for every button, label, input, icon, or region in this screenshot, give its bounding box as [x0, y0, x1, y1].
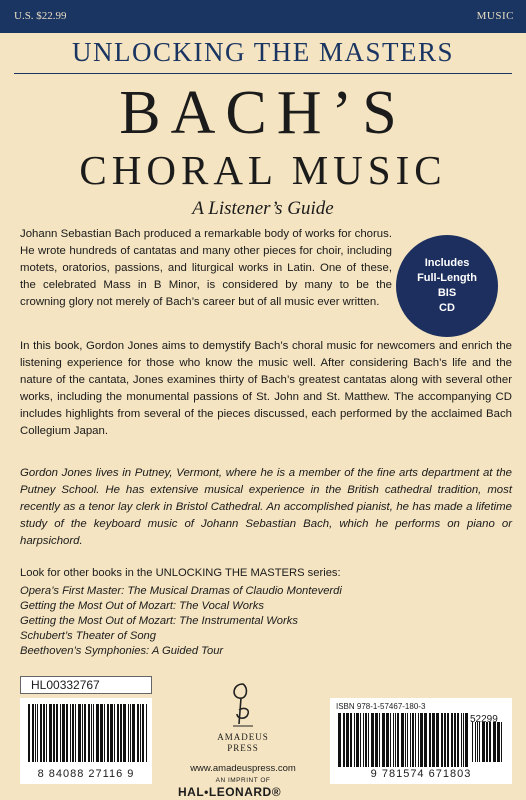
- barcode-bar: [441, 713, 443, 767]
- publisher-block: [168, 680, 318, 799]
- barcode-bar: [463, 713, 464, 767]
- barcode-bar: [375, 713, 378, 767]
- barcode-bar: [117, 704, 119, 762]
- publisher-name-line1: AMADEUS: [217, 732, 269, 742]
- barcode-bar: [475, 722, 476, 762]
- list-item: Opera’s First Master: The Musical Dramas of Claudio Monteverdi: [20, 585, 342, 597]
- barcode-bars: [28, 704, 148, 762]
- barcode-bar: [457, 713, 459, 767]
- price-label: U.S. $22.99: [14, 10, 67, 22]
- author-bio: Gordon Jones lives in Putney, Vermont, where he is a member of the fine arts department at the Putney School. He has extensive musical experience in the British cathedral tradition, most recently as a tenor lay clerk in Bristol Cathedral. An accomplished pianist, he has made a lifetime study of the keyboard music of Johann Sebastian Bach, which he performs on piano or harpsichord.: [20, 467, 512, 547]
- badge-line: CD: [439, 301, 455, 314]
- barcode-bar: [96, 704, 99, 762]
- barcode-bar: [390, 713, 391, 767]
- barcode-bar: [350, 713, 352, 767]
- barcode-bar: [451, 713, 453, 767]
- barcode-bar: [142, 704, 144, 762]
- barcode-bar: [393, 713, 394, 767]
- list-item: Beethoven’s Symphonies: A Guided Tour: [20, 645, 224, 657]
- series-list-intro: Look for other books in the UNLOCKING THE MASTERS series:: [20, 567, 341, 579]
- barcode-bar: [114, 704, 115, 762]
- barcode-bar: [410, 713, 411, 767]
- barcode-bar: [489, 722, 491, 762]
- barcode-bar: [110, 704, 113, 762]
- barcode-bar: [486, 722, 488, 762]
- barcode-bar: [132, 704, 135, 762]
- barcode-bar: [104, 704, 105, 762]
- barcode-bar: [343, 713, 345, 767]
- barcode-bar: [465, 713, 468, 767]
- barcode-bar: [53, 704, 55, 762]
- barcode-bar: [493, 722, 496, 762]
- barcode-bar: [479, 722, 480, 762]
- series-book-list: [20, 584, 342, 659]
- list-item: Getting the Most Out of Mozart: The Instrumental Works: [20, 615, 298, 627]
- barcode-bar: [356, 713, 359, 767]
- barcode-bar: [405, 713, 406, 767]
- book-title-line1: BACH’S: [119, 79, 407, 147]
- barcode-bar: [454, 713, 456, 767]
- barcode-bar: [35, 704, 36, 762]
- divider: [14, 73, 512, 74]
- barcode-bar: [88, 704, 90, 762]
- barcode-bar: [82, 704, 83, 762]
- barcode-bar: [397, 713, 399, 767]
- barcode-bar: [43, 704, 45, 762]
- barcode-bar: [432, 713, 435, 767]
- barcode-bar: [472, 722, 473, 762]
- barcode-bar: [360, 713, 361, 767]
- barcode-bar: [91, 704, 92, 762]
- barcode-bar: [130, 704, 131, 762]
- barcode-bar: [407, 713, 408, 767]
- publisher-name-line2: PRESS: [227, 743, 259, 753]
- barcode-bar: [436, 713, 439, 767]
- barcode-bar: [56, 704, 58, 762]
- barcode-bar: [379, 713, 380, 767]
- barcode-bar: [93, 704, 94, 762]
- barcode-bar: [346, 713, 349, 767]
- barcode-bar: [107, 704, 109, 762]
- description-paragraph: Johann Sebastian Bach produced a remarkable body of works for chorus. He wrote hundreds of cantatas and many other pieces for choir, including motets, oratorios, passions, and liturgical works in Latin. One of these, the celebrated Mass in B Minor, is considered by many to be the crowning glory not merely of Bach’s career but of all music ever written.: [20, 228, 392, 308]
- barcode-bar: [368, 713, 369, 767]
- barcode-bar: [120, 704, 122, 762]
- barcode-bar: [32, 704, 34, 762]
- list-item: Schubert’s Theater of Song: [20, 630, 156, 642]
- barcode-bar: [482, 722, 485, 762]
- barcode-bar: [363, 713, 364, 767]
- barcode-bar: [415, 713, 416, 767]
- barcode-bar: [137, 704, 139, 762]
- list-item: Getting the Most Out of Mozart: The Vocal Works: [20, 600, 264, 612]
- barcode-bar: [401, 713, 404, 767]
- imprint-label: AN IMPRINT OF: [215, 777, 271, 784]
- barcode-bar: [66, 704, 68, 762]
- barcode-bar: [365, 713, 367, 767]
- book-subtitle: A Listener’s Guide: [192, 198, 334, 219]
- barcode-bar: [461, 713, 462, 767]
- barcode-bar: [412, 713, 414, 767]
- cd-badge: [396, 235, 498, 337]
- hal-leonard-logo: HAL•LEONARD®: [178, 785, 282, 799]
- barcode-bar: [146, 704, 147, 762]
- barcode-bar: [60, 704, 61, 762]
- barcode-bar: [371, 713, 374, 767]
- barcode-bar: [84, 704, 86, 762]
- barcode-bar: [424, 713, 427, 767]
- badge-line: Includes: [424, 257, 470, 270]
- upc-digits: 8 84088 27116 9: [37, 768, 135, 780]
- badge-line: BIS: [437, 287, 457, 299]
- barcode-bar: [429, 713, 431, 767]
- barcode-bar: [338, 713, 341, 767]
- barcode-bar: [382, 713, 385, 767]
- category-label: MUSIC: [476, 10, 514, 22]
- barcode-bar: [100, 704, 103, 762]
- isbn-digits: 9 781574 671803: [370, 768, 472, 780]
- barcode-bar: [78, 704, 81, 762]
- amadeus-logo-icon: [223, 680, 263, 730]
- barcode-bar: [444, 713, 446, 767]
- description-paragraph: In this book, Gordon Jones aims to demystify Bach’s choral music for newcomers and enrich the listening experience for those who know the music well. After considering Bach’s life and the nature of the cantata, Jones examines thirty of Bach’s greatest cantatas along with several other works, including the monumental passions of St. John and St. Matthew. The accompanying CD includes highlights from several of the pieces discussed, each performed by the acclaimed Bach Collegium Japan.: [20, 340, 512, 437]
- publisher-website: www.amadeuspress.com: [190, 763, 296, 774]
- barcode-bar: [497, 722, 500, 762]
- barcode-bar: [28, 704, 30, 762]
- barcode-bar: [70, 704, 71, 762]
- barcode-bar: [395, 713, 396, 767]
- price-code: 52299: [470, 714, 498, 725]
- barcode-bar: [123, 704, 126, 762]
- barcode-bar: [72, 704, 74, 762]
- badge-line: Full-Length: [417, 272, 477, 285]
- upc-barcode: [20, 698, 152, 784]
- barcode-bar: [477, 722, 478, 762]
- series-title: UNLOCKING THE MASTERS: [71, 37, 454, 67]
- barcode-bar: [46, 704, 47, 762]
- isbn-label: ISBN 978-1-57467-180-3: [336, 702, 426, 711]
- barcode-bar: [37, 704, 38, 762]
- barcode-bar: [49, 704, 52, 762]
- barcode-bar: [62, 704, 65, 762]
- barcode-bar: [354, 713, 355, 767]
- barcode-bar: [40, 704, 42, 762]
- barcode-bar: [140, 704, 141, 762]
- barcode-bar: [447, 713, 449, 767]
- barcode-bar: [75, 704, 76, 762]
- publisher-name: [168, 732, 318, 754]
- barcode-bar: [418, 713, 419, 767]
- barcode-bars: [338, 713, 470, 767]
- barcode-bar: [501, 722, 502, 762]
- barcode-bar: [128, 704, 129, 762]
- price-barcode-bars: [472, 722, 504, 762]
- top-band: [0, 0, 526, 33]
- book-title-line2: CHORAL MUSIC: [79, 147, 447, 193]
- barcode-bar: [420, 713, 423, 767]
- product-code: HL00332767: [20, 676, 152, 694]
- barcode-bar: [386, 713, 389, 767]
